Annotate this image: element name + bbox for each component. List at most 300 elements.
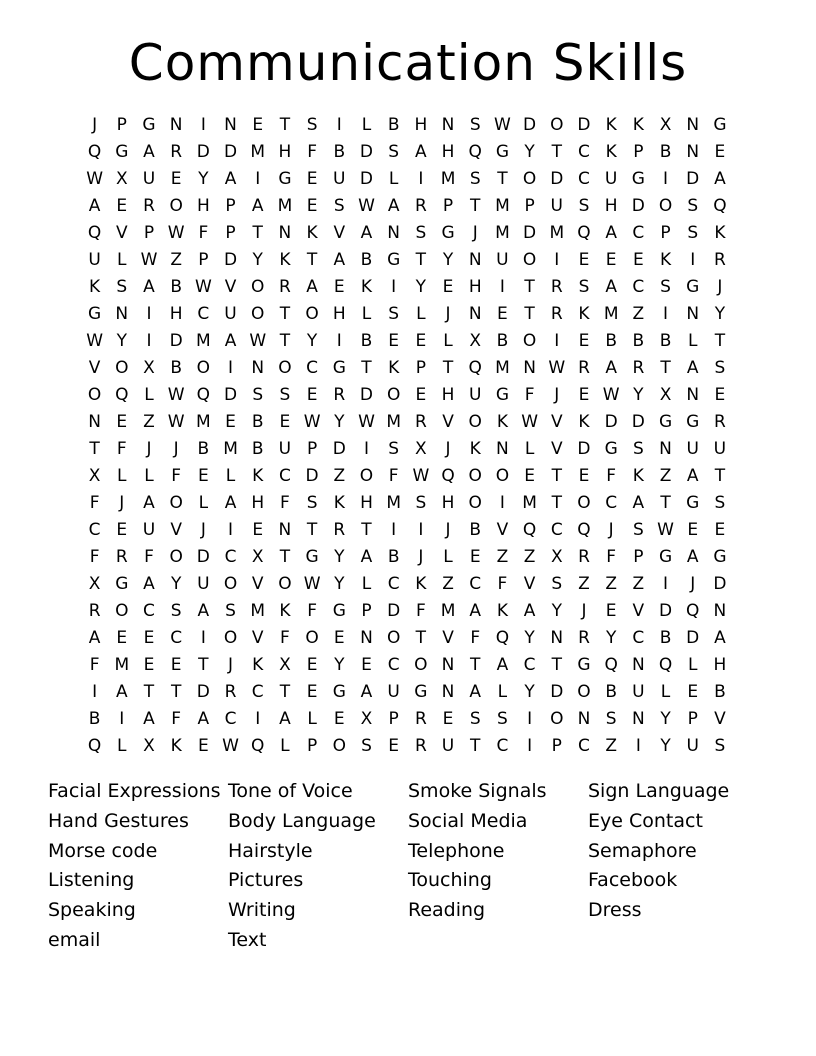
- grid-letter: M: [196, 412, 211, 432]
- grid-letter: Z: [632, 304, 645, 324]
- grid-letter: T: [279, 115, 291, 135]
- grid-letter: M: [440, 601, 456, 621]
- grid-letter: F: [171, 709, 182, 729]
- grid-letter: S: [687, 223, 699, 243]
- word-list-item: email: [48, 928, 101, 951]
- grid-letter: Y: [252, 250, 263, 270]
- grid-letter: P: [225, 223, 236, 243]
- grid-letter: I: [554, 331, 560, 351]
- grid-letter: Y: [198, 169, 209, 189]
- grid-letter: O: [305, 628, 319, 648]
- grid-letter: V: [251, 574, 264, 594]
- grid-letter: J: [554, 385, 560, 405]
- grid-letter: I: [200, 115, 206, 135]
- word-list-item: Facebook: [588, 869, 678, 892]
- page-title: Communication Skills: [128, 34, 688, 92]
- grid-letter: R: [714, 412, 726, 432]
- grid-letter: K: [578, 412, 590, 432]
- grid-letter: H: [468, 277, 482, 297]
- grid-letter: O: [169, 547, 183, 567]
- grid-letter: T: [470, 196, 481, 216]
- grid-letter: Q: [686, 601, 700, 621]
- grid-letter: E: [197, 466, 209, 486]
- grid-letter: X: [415, 439, 427, 459]
- grid-letter: C: [278, 466, 291, 486]
- grid-letter: M: [549, 223, 565, 243]
- grid-letter: N: [713, 601, 727, 621]
- grid-letter: E: [197, 736, 209, 756]
- grid-letter: O: [251, 304, 265, 324]
- grid-letter: J: [92, 115, 98, 135]
- grid-letter: L: [144, 466, 154, 486]
- grid-letter: Z: [442, 574, 454, 594]
- grid-letter: F: [470, 628, 481, 648]
- grid-letter: F: [606, 547, 617, 567]
- grid-letter: P: [633, 547, 644, 567]
- grid-letter: U: [278, 439, 292, 459]
- grid-letter: N: [686, 142, 700, 162]
- grid-letter: N: [441, 682, 455, 702]
- grid-letter: T: [306, 250, 318, 270]
- grid-letter: J: [608, 520, 614, 540]
- grid-letter: E: [442, 277, 454, 297]
- grid-letter: C: [578, 169, 590, 189]
- grid-letter: K: [279, 250, 291, 270]
- grid-letter: D: [359, 385, 374, 405]
- grid-letter: E: [170, 655, 182, 675]
- grid-letter: D: [223, 142, 238, 162]
- grid-letter: K: [714, 223, 726, 243]
- grid-letter: E: [714, 520, 726, 540]
- grid-letter: X: [279, 655, 291, 675]
- grid-letter: H: [441, 385, 455, 405]
- grid-letter: L: [388, 169, 399, 189]
- grid-letter: E: [578, 385, 590, 405]
- grid-letter: I: [499, 277, 505, 297]
- grid-letter: A: [143, 277, 155, 297]
- grid-letter: O: [468, 493, 482, 513]
- grid-letter: J: [690, 574, 696, 594]
- grid-letter: D: [196, 682, 210, 702]
- grid-letter: A: [605, 358, 617, 378]
- grid-letter: O: [196, 358, 211, 378]
- grid-letter: T: [714, 466, 726, 486]
- grid-letter: B: [496, 331, 509, 351]
- grid-letter: B: [360, 331, 373, 351]
- grid-letter: I: [119, 709, 125, 729]
- grid-letter: U: [468, 385, 482, 405]
- grid-letter: O: [522, 250, 537, 270]
- grid-letter: J: [581, 601, 587, 621]
- grid-letter: O: [414, 655, 428, 675]
- grid-letter: P: [306, 736, 318, 756]
- grid-letter: I: [690, 250, 696, 270]
- grid-letter: E: [143, 655, 155, 675]
- grid-letter: S: [632, 439, 644, 459]
- grid-letter: Q: [441, 466, 455, 486]
- grid-letter: K: [659, 250, 672, 270]
- grid-letter: L: [117, 250, 127, 270]
- grid-letter: T: [470, 655, 481, 675]
- grid-letter: Z: [578, 574, 590, 594]
- grid-letter: O: [115, 601, 129, 621]
- grid-letter: I: [391, 277, 397, 297]
- grid-letter: R: [414, 412, 427, 432]
- grid-letter: B: [469, 520, 482, 540]
- grid-letter: O: [305, 304, 319, 324]
- grid-letter: E: [469, 547, 481, 567]
- grid-letter: E: [415, 331, 427, 351]
- grid-letter: W: [86, 169, 103, 189]
- grid-letter: O: [386, 385, 401, 405]
- grid-letter: N: [441, 655, 455, 675]
- grid-letter: G: [686, 412, 700, 432]
- grid-letter: F: [144, 547, 154, 567]
- grid-letter: B: [387, 115, 400, 135]
- grid-letter: I: [418, 520, 424, 540]
- grid-letter: A: [360, 682, 373, 702]
- grid-letter: G: [88, 304, 102, 324]
- grid-letter: M: [196, 331, 211, 351]
- grid-letter: C: [632, 277, 645, 297]
- grid-letter: P: [225, 196, 236, 216]
- grid-letter: V: [550, 439, 563, 459]
- grid-letter: D: [359, 169, 374, 189]
- grid-letter: G: [142, 115, 156, 135]
- grid-letter: N: [631, 709, 645, 729]
- grid-letter: V: [496, 520, 509, 540]
- grid-letter: Y: [334, 574, 345, 594]
- grid-letter: T: [551, 493, 562, 513]
- grid-letter: Y: [116, 331, 127, 351]
- grid-letter: B: [251, 412, 264, 432]
- grid-letter: S: [415, 493, 427, 513]
- grid-letter: S: [306, 493, 318, 513]
- grid-letter: F: [497, 574, 508, 594]
- grid-letter: A: [306, 277, 318, 297]
- grid-letter: S: [306, 115, 318, 135]
- grid-letter: G: [686, 493, 700, 513]
- grid-letter: C: [469, 574, 482, 594]
- grid-letter: Z: [333, 466, 346, 486]
- grid-letter: D: [196, 547, 210, 567]
- grid-letter: Y: [660, 736, 671, 756]
- grid-letter: V: [251, 628, 264, 648]
- grid-letter: J: [200, 520, 206, 540]
- grid-letter: I: [663, 304, 669, 324]
- word-list-item: Listening: [48, 869, 135, 892]
- grid-letter: E: [605, 250, 617, 270]
- grid-letter: N: [468, 304, 482, 324]
- grid-letter: A: [143, 574, 155, 594]
- grid-letter: G: [332, 601, 346, 621]
- grid-letter: B: [659, 331, 672, 351]
- grid-letter: K: [415, 574, 427, 594]
- grid-letter: L: [117, 466, 127, 486]
- grid-letter: B: [333, 142, 346, 162]
- grid-letter: R: [714, 250, 726, 270]
- grid-letter: K: [279, 601, 291, 621]
- grid-letter: P: [524, 196, 535, 216]
- grid-letter: D: [196, 142, 210, 162]
- grid-letter: M: [495, 223, 510, 243]
- grid-letter: V: [442, 412, 454, 432]
- grid-letter: I: [663, 574, 669, 594]
- grid-letter: F: [280, 628, 290, 648]
- grid-letter: U: [441, 736, 455, 756]
- grid-letter: F: [606, 466, 617, 486]
- grid-letter: E: [306, 682, 318, 702]
- grid-letter: Z: [659, 466, 672, 486]
- grid-letter: L: [687, 655, 698, 675]
- grid-letter: K: [605, 115, 617, 135]
- grid-letter: K: [252, 655, 264, 675]
- grid-letter: R: [550, 304, 563, 324]
- grid-letter: L: [117, 736, 127, 756]
- grid-letter: B: [605, 331, 617, 351]
- grid-letter: E: [333, 277, 345, 297]
- grid-letter: I: [391, 520, 397, 540]
- grid-letter: W: [548, 358, 566, 378]
- grid-letter: A: [279, 709, 291, 729]
- grid-letter: P: [551, 736, 562, 756]
- grid-letter: S: [116, 277, 128, 297]
- grid-letter: O: [522, 169, 537, 189]
- grid-letter: A: [88, 196, 101, 216]
- grid-letter: I: [228, 520, 234, 540]
- grid-letter: W: [167, 223, 185, 243]
- grid-letter: C: [387, 574, 400, 594]
- grid-letter: T: [415, 628, 427, 648]
- grid-letter: K: [632, 466, 644, 486]
- grid-letter: R: [143, 196, 155, 216]
- grid-letter: I: [228, 358, 234, 378]
- grid-letter: A: [415, 142, 427, 162]
- grid-letter: E: [306, 385, 318, 405]
- grid-letter: T: [497, 169, 508, 189]
- grid-letter: L: [497, 682, 508, 702]
- grid-letter: R: [333, 520, 346, 540]
- grid-letter: B: [714, 682, 726, 702]
- grid-letter: O: [577, 682, 591, 702]
- grid-letter: W: [303, 412, 321, 432]
- grid-letter: V: [442, 628, 454, 648]
- word-list-item: Telephone: [408, 839, 505, 862]
- grid-letter: N: [115, 304, 129, 324]
- word-list-item: Tone of Voice: [228, 780, 353, 802]
- grid-letter: Y: [524, 628, 535, 648]
- grid-letter: K: [632, 115, 644, 135]
- word-list-item: Reading: [408, 899, 486, 922]
- grid-letter: N: [577, 709, 591, 729]
- grid-letter: K: [360, 277, 373, 297]
- grid-letter: M: [495, 358, 510, 378]
- grid-letter: D: [550, 169, 564, 189]
- grid-letter: S: [714, 358, 726, 378]
- grid-letter: A: [387, 196, 400, 216]
- grid-letter: V: [714, 709, 726, 729]
- grid-letter: O: [278, 358, 292, 378]
- grid-letter: D: [523, 223, 537, 243]
- grid-letter: T: [524, 277, 535, 297]
- grid-letter: V: [224, 277, 237, 297]
- grid-letter: U: [604, 169, 618, 189]
- grid-letter: Y: [660, 709, 671, 729]
- grid-letter: O: [359, 466, 374, 486]
- grid-letter: G: [115, 142, 129, 162]
- grid-letter: M: [522, 493, 537, 513]
- grid-letter: G: [441, 223, 455, 243]
- grid-letter: E: [388, 331, 400, 351]
- grid-letter: P: [415, 358, 426, 378]
- grid-letter: E: [497, 304, 508, 324]
- grid-letter: V: [333, 223, 346, 243]
- grid-letter: Q: [577, 520, 591, 540]
- grid-letter: K: [170, 736, 182, 756]
- grid-letter: C: [550, 520, 563, 540]
- grid-letter: T: [279, 682, 291, 702]
- grid-letter: Z: [605, 736, 617, 756]
- grid-letter: T: [660, 358, 671, 378]
- grid-letter: G: [713, 547, 727, 567]
- grid-letter: F: [116, 439, 127, 459]
- grid-letter: M: [250, 601, 266, 621]
- grid-letter: O: [468, 412, 482, 432]
- grid-letter: R: [578, 358, 590, 378]
- grid-letter: J: [445, 439, 451, 459]
- grid-letter: E: [116, 412, 128, 432]
- grid-letter: W: [194, 277, 212, 297]
- grid-letter: X: [469, 331, 482, 351]
- grid-letter: Y: [524, 142, 535, 162]
- grid-letter: G: [414, 682, 428, 702]
- grid-letter: W: [167, 412, 185, 432]
- grid-letter: O: [223, 574, 238, 594]
- grid-letter: W: [521, 412, 538, 432]
- grid-letter: E: [116, 628, 128, 648]
- grid-letter: Q: [468, 142, 482, 162]
- grid-letter: A: [251, 196, 264, 216]
- grid-letter: O: [468, 466, 482, 486]
- grid-letter: W: [657, 520, 674, 540]
- grid-letter: F: [307, 142, 317, 162]
- word-list-item: Body Language: [228, 809, 376, 832]
- grid-letter: L: [198, 493, 209, 513]
- grid-letter: J: [445, 520, 451, 540]
- grid-letter: J: [228, 655, 234, 675]
- word-list-item: Dress: [588, 899, 642, 922]
- grid-letter: V: [115, 223, 128, 243]
- grid-letter: D: [223, 250, 238, 270]
- grid-letter: T: [660, 493, 671, 513]
- grid-letter: E: [306, 655, 318, 675]
- grid-letter: I: [255, 709, 261, 729]
- grid-letter: G: [604, 439, 618, 459]
- grid-letter: R: [115, 547, 128, 567]
- grid-letter: U: [197, 574, 210, 594]
- grid-letter: B: [659, 142, 672, 162]
- grid-letter: A: [88, 628, 101, 648]
- word-list-item: Speaking: [48, 899, 136, 922]
- grid-letter: F: [89, 493, 100, 513]
- grid-letter: T: [361, 520, 372, 540]
- grid-letter: Z: [143, 412, 155, 432]
- grid-letter: B: [659, 628, 672, 648]
- grid-letter: X: [659, 115, 672, 135]
- grid-letter: N: [468, 250, 482, 270]
- grid-letter: E: [116, 196, 128, 216]
- word-list-item: Touching: [408, 869, 492, 892]
- grid-letter: N: [686, 385, 700, 405]
- grid-letter: C: [224, 547, 237, 567]
- grid-letter: N: [441, 115, 455, 135]
- grid-letter: N: [278, 520, 292, 540]
- grid-letter: T: [279, 331, 291, 351]
- grid-letter: E: [252, 115, 264, 135]
- grid-letter: C: [251, 682, 264, 702]
- grid-letter: Q: [251, 736, 265, 756]
- grid-letter: S: [170, 601, 182, 621]
- grid-letter: S: [225, 601, 236, 621]
- grid-letter: F: [415, 601, 426, 621]
- grid-letter: W: [140, 250, 158, 270]
- grid-letter: G: [658, 547, 673, 567]
- grid-letter: V: [88, 358, 101, 378]
- grid-letter: I: [554, 250, 560, 270]
- grid-letter: Y: [306, 331, 318, 351]
- grid-letter: S: [388, 304, 400, 324]
- grid-letter: I: [146, 331, 152, 351]
- grid-letter: R: [88, 601, 101, 621]
- grid-letter: A: [224, 169, 237, 189]
- grid-letter: U: [686, 736, 699, 756]
- grid-letter: E: [388, 736, 400, 756]
- grid-letter: D: [387, 601, 401, 621]
- word-list-item: Hairstyle: [228, 839, 313, 862]
- word-list-item: Facial Expressions: [48, 780, 221, 802]
- grid-letter: A: [686, 547, 699, 567]
- grid-letter: A: [605, 277, 617, 297]
- grid-letter: H: [360, 493, 373, 513]
- grid-letter: U: [496, 250, 509, 270]
- grid-letter: R: [414, 709, 427, 729]
- word-list: [48, 777, 768, 956]
- word-list-item: Morse code: [48, 839, 158, 862]
- grid-letter: D: [523, 115, 537, 135]
- grid-letter: A: [143, 493, 155, 513]
- grid-letter: P: [442, 196, 454, 216]
- word-list-item: Social Media: [408, 809, 528, 832]
- grid-letter: X: [360, 709, 373, 729]
- grid-letter: S: [469, 115, 481, 135]
- grid-letter: G: [686, 277, 700, 297]
- grid-letter: S: [578, 277, 590, 297]
- grid-letter: E: [442, 709, 454, 729]
- grid-letter: T: [442, 358, 454, 378]
- grid-letter: P: [306, 439, 318, 459]
- grid-letter: E: [578, 250, 590, 270]
- grid-letter: G: [658, 412, 673, 432]
- grid-letter: S: [469, 169, 481, 189]
- grid-letter: E: [687, 682, 699, 702]
- grid-letter: U: [142, 520, 156, 540]
- grid-letter: K: [496, 412, 508, 432]
- grid-letter: L: [416, 304, 426, 324]
- grid-letter: W: [358, 412, 375, 432]
- grid-letter: G: [631, 169, 645, 189]
- grid-letter: X: [659, 385, 672, 405]
- grid-letter: D: [305, 466, 319, 486]
